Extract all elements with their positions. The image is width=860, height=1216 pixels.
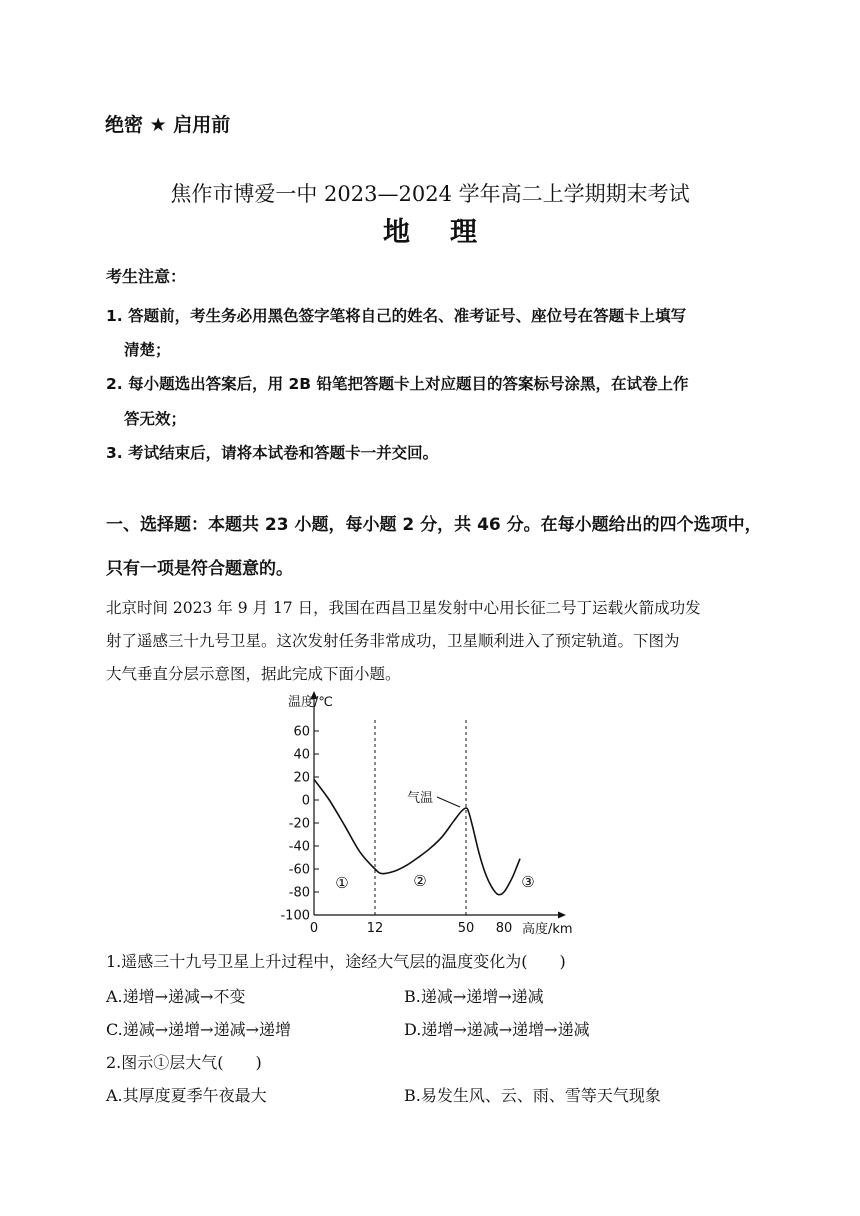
question-1-option-b: B.递减→递增→递减: [404, 987, 544, 1006]
y-tick-label: 40: [293, 747, 310, 763]
x-tick-label: 0: [309, 921, 319, 936]
question-1: 1.遥感三十九号卫星上升过程中，途经大气层的温度变化为( ): [106, 952, 566, 971]
curve-label: 气温: [407, 791, 434, 806]
y-axis-label: 温度/℃: [288, 695, 333, 710]
y-tick-label: -80: [288, 885, 310, 901]
layer-label-1: ①: [335, 874, 349, 892]
passage-line-2: 射了遥感三十九号卫星。这次发射任务非常成功，卫星顺利进入了预定轨道。下图为: [106, 632, 680, 650]
y-tick-label: -20: [288, 816, 310, 832]
exam-title: 焦作市博爱一中 2023—2024 学年高二上学期期末考试: [170, 182, 690, 206]
x-tick-label: 12: [366, 921, 384, 936]
x-axis-arrow: [558, 912, 566, 919]
layer-label-3: ③: [521, 873, 535, 891]
x-tick-label: 50: [457, 921, 475, 936]
x-axis-label: 高度/km: [522, 922, 573, 937]
y-tick-label: 20: [293, 770, 310, 786]
notice-item-1-continued: 清楚；: [124, 341, 171, 359]
y-tick-label: -60: [288, 862, 310, 878]
curve-label-leader: [437, 797, 460, 807]
y-tick-label: 0: [301, 793, 310, 809]
layer-label-2: ②: [413, 872, 427, 890]
notice-heading: 考生注意：: [106, 267, 187, 286]
y-tick-label: 60: [293, 724, 310, 740]
notice-item-2: 2. 每小题选出答案后，用 2B 铅笔把答题卡上对应题目的答案标号涂黑，在试卷上作: [106, 375, 689, 393]
secret-mark: 绝密 ★ 启用前: [105, 114, 231, 136]
question-2-option-b: B.易发生风、云、雨、雪等天气现象: [404, 1086, 661, 1105]
x-tick-label: 80: [495, 921, 513, 936]
question-2: 2.图示①层大气( ): [106, 1053, 262, 1072]
section-heading: 一、选择题：本题共 23 小题，每小题 2 分，共 46 分。在每小题给出的四个选项中，: [106, 515, 762, 535]
section-heading-continued: 只有一项是符合题意的。: [106, 559, 293, 579]
subject-title: 地理: [383, 217, 517, 248]
notice-item-3: 3. 考试结束后，请将本试卷和答题卡一并交回。: [106, 444, 439, 462]
question-1-option-d: D.递增→递减→递增→递减: [404, 1020, 590, 1039]
y-tick-label: -100: [280, 908, 310, 924]
question-2-option-a: A.其厚度夏季午夜最大: [106, 1086, 267, 1105]
passage-line-3: 大气垂直分层示意图，据此完成下面小题。: [106, 665, 401, 683]
notice-item-2-continued: 答无效；: [124, 410, 187, 428]
atmosphere-layer-chart: [270, 690, 600, 938]
notice-item-1: 1. 答题前，考生务必用黑色签字笔将自己的姓名、准考证号、座位号在答题卡上填写: [106, 307, 687, 325]
passage-line-1: 北京时间 2023 年 9 月 17 日，我国在西昌卫星发射中心用长征二号丁运载火箭成功发: [106, 599, 701, 617]
question-1-option-a: A.递增→递减→不变: [106, 987, 246, 1006]
y-tick-label: -40: [288, 839, 310, 855]
question-1-option-c: C.递减→递增→递减→递增: [106, 1020, 291, 1039]
